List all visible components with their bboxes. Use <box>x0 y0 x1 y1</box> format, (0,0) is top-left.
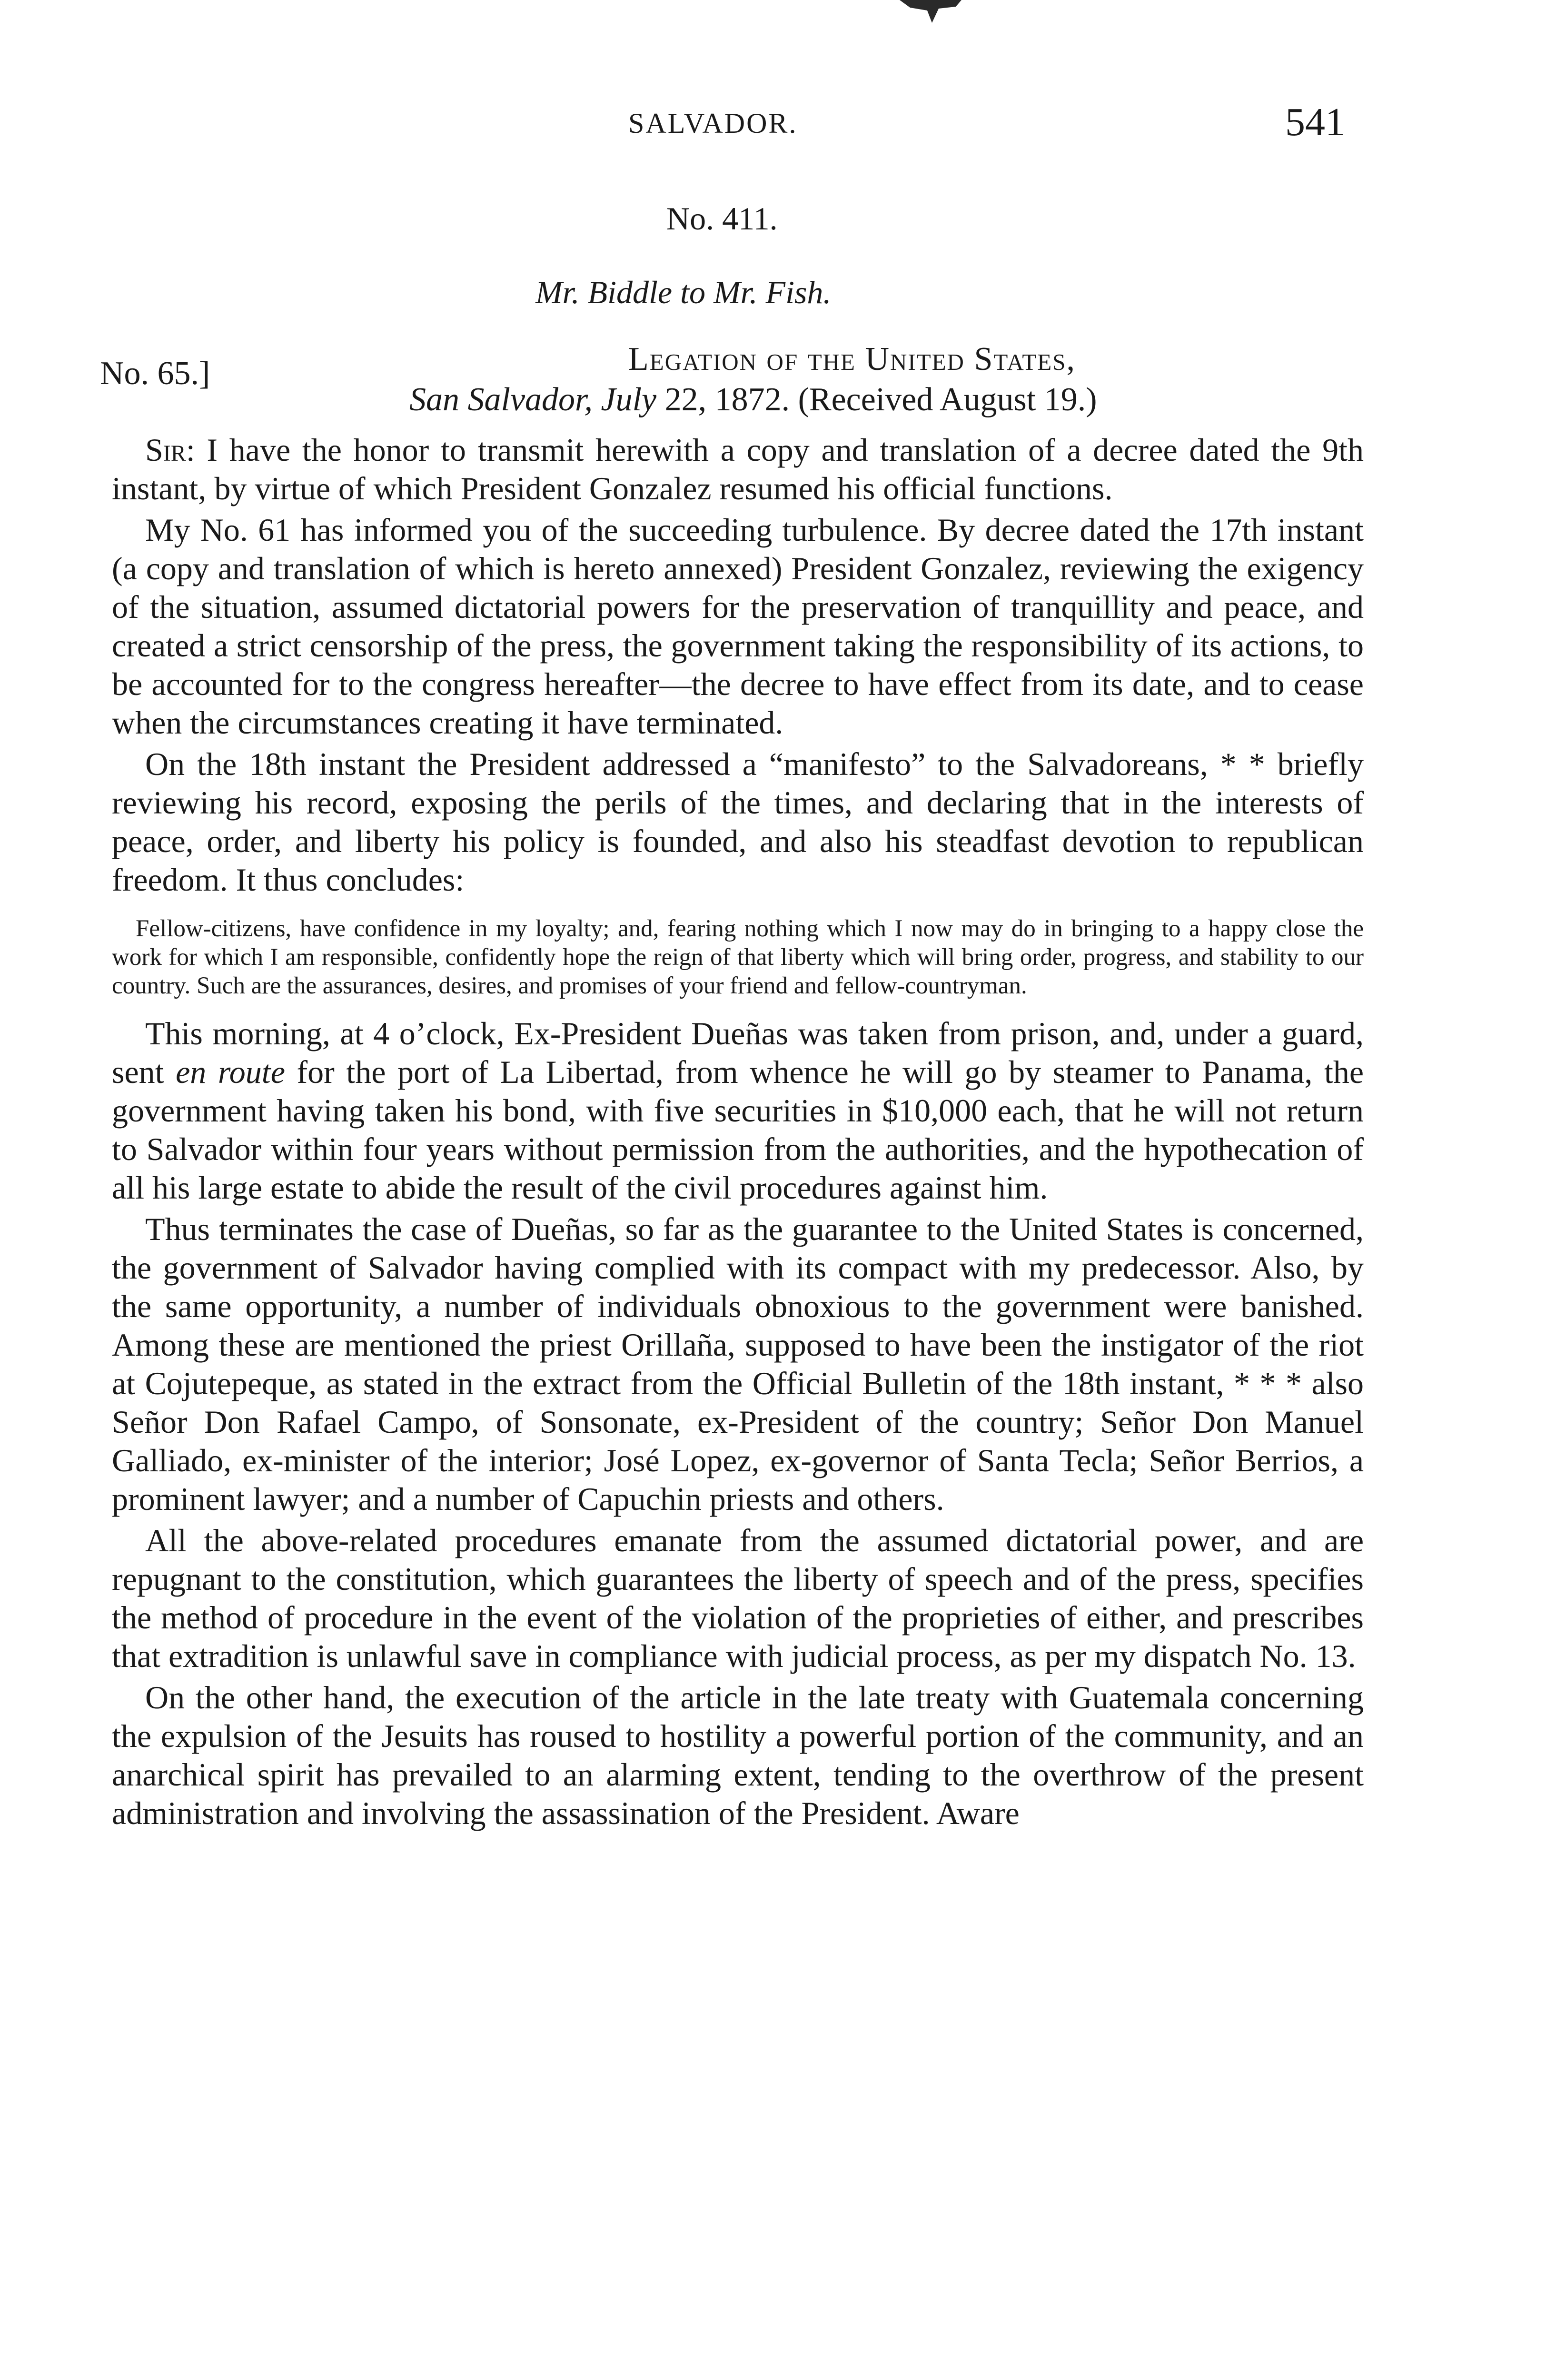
paragraph-2: My No. 61 has informed you of the succeeding turbulence. By decree dated the 17th instant (a copy and translation of which is hereto annexed) President Gonzalez, reviewing the exigency of the situation, assumed dictatorial powers for the preservation of tranquillity and peace, and created a strict censorship of the press, the government taking the responsibility of its actions, to be accounted for to the congress hereafter—the decree to have effect from its date, and to cease when the circumstances creating it have terminated. <box>112 512 1364 741</box>
paragraph-1 <box>112 431 1364 508</box>
document-title: Mr. Biddle to Mr. Fish. <box>535 274 832 310</box>
paragraph-4-italic: en route <box>176 1054 285 1090</box>
block-quote: Fellow-citizens, have confidence in my loyalty; and, fearing nothing which I now may do in bringing to a happy close the work for which I am responsible, confidently hope the reign of that liberty which will bring order, progress, and stability to our country. Such are the assurances, desires, and promises of your friend and fellow-countryman. <box>112 915 1364 999</box>
dateline <box>409 381 1097 419</box>
paragraph-6: All the above-related procedures emanate from the assumed dictatorial power, and are repugnant to the constitution, which guarantees the liberty of speech and of the press, specifies the method of procedure in the event of the violation of the proprieties of either, and prescribes that extradition is unlawful save in compliance with judicial process, as per my dispatch No. 13. <box>112 1522 1364 1674</box>
scan-artifact-mark <box>895 0 966 29</box>
legation-heading: Legation of the United States, <box>628 341 1076 377</box>
paragraph-7: On the other hand, the execution of the article in the late treaty with Guatemala concerning the expulsion of the Jesuits has roused to hostility a powerful portion of the community, and an anarchical spirit has prevailed to an alarming extent, tending to the overthrow of the present administration and involving the assassination of the President. Aware <box>112 1679 1364 1831</box>
dateline-rest: 22, 1872. (Received August 19.) <box>664 381 1097 418</box>
paragraph-3: On the 18th instant the President addressed a “manifesto” to the Salvadoreans, * * briefly reviewing his record, exposing the perils of the times, and declaring that in the interests of peace, order, and liberty his policy is founded, and also his steadfast devotion to republican freedom. It thus concludes: <box>112 746 1364 898</box>
paragraph-4-start: This morning, at 4 o’clock, Ex-President Dueñas was taken from prison, and, under a guard, sent <box>112 1015 1364 1090</box>
paragraph-4 <box>112 1014 1364 1207</box>
dateline-month: July <box>601 381 657 418</box>
paragraph-4-end: for the port of La Libertad, from whence he will go by steamer to Panama, the government having taken his bond, with five securities in $10,000 each, that he will not return to Salvador within four years without permission from the authorities, and the hypothecation of all his large estate to abide the result of the civil procedures against him. <box>112 1054 1364 1206</box>
page-number: 541 <box>1285 100 1345 144</box>
paragraph-1-text: : I have the honor to transmit herewith a copy and translation of a decree dated the 9th instant, by virtue of which President Gonzalez resumed his official functions. <box>112 432 1364 506</box>
paragraph-5: Thus terminates the case of Dueñas, so far as the guarantee to the United States is concerned, the government of Salvador having complied with its compact with my predecessor. Also, by the same opportunity, a number of individuals obnoxious to the government were banished. Among these are mentioned the priest Orillaña, supposed to have been the instigator of the riot at Cojutepeque, as stated in the extract from the Official Bulletin of the 18th instant, * * * also Señor Don Rafael Campo, of Sonsonate, ex-President of the country; Señor Don Manuel Galliado, ex-minister of the interior; José Lopez, ex-governor of Santa Tecla; Señor Berrios, a prominent lawyer; and a number of Capuchin priests and others. <box>112 1211 1364 1517</box>
document-number: No. 411. <box>666 200 778 237</box>
dispatch-number: No. 65.] <box>100 355 210 392</box>
dateline-place: San Salvador, <box>409 381 593 418</box>
salutation: Sir <box>145 432 186 468</box>
letter-body <box>112 431 1364 1833</box>
running-head: SALVADOR. <box>628 108 798 139</box>
